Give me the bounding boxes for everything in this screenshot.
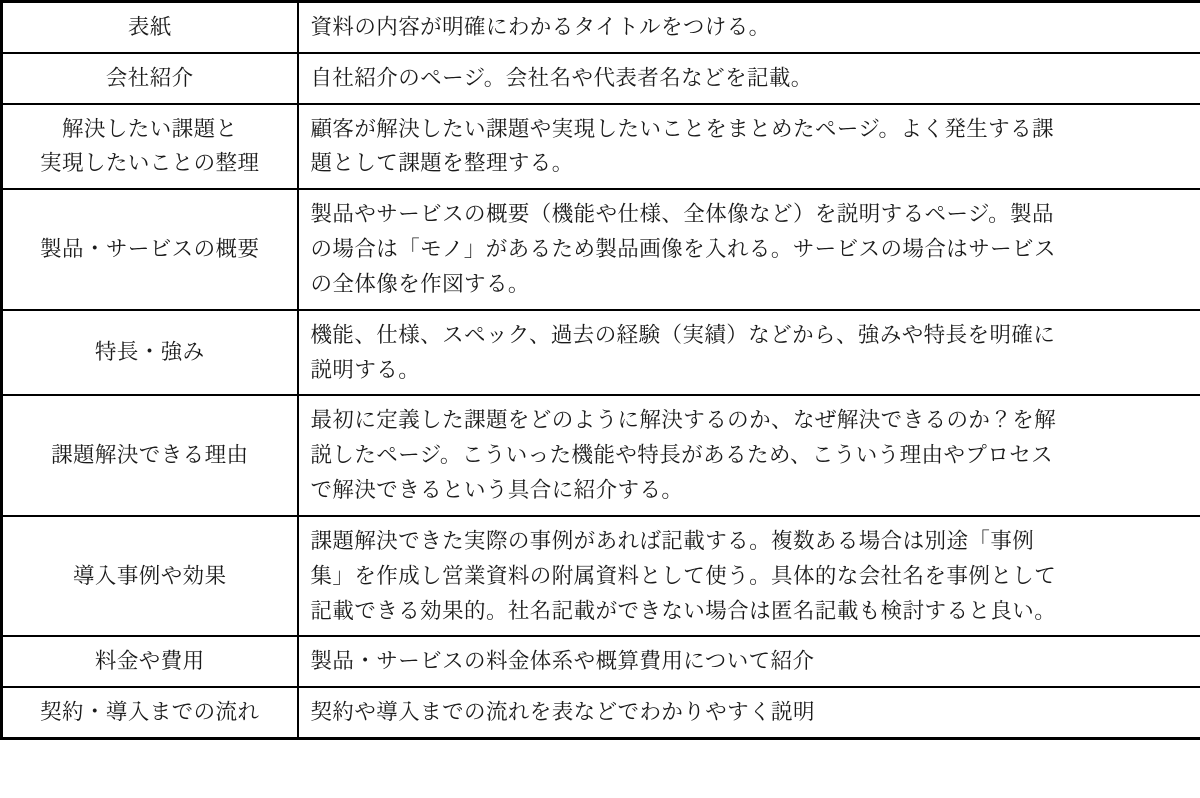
table-cell-section-label [2,2,298,53]
table-cell-section-label [2,310,298,396]
text-line: 課題解決できる理由 [51,443,249,468]
text-line: 導入事例や効果 [72,563,227,588]
table-row [2,2,1200,53]
text-line: 製品・サービスの概要 [40,237,260,262]
text-line: 製品やサービスの概要（機能や仕様、全体像など）を説明するページ。製品 [310,202,1054,227]
table-cell-section-description [298,516,1200,636]
text-line: 実現したいことの整理 [40,151,260,176]
table-cell-section-label [2,516,298,636]
table-cell-section-description [298,2,1200,53]
text-line: 資料の内容が明確にわかるタイトルをつける。 [310,15,771,39]
table-cell-section-label [2,395,298,515]
table-row [2,53,1200,104]
table-cell-section-description [298,395,1200,515]
text-line: 自社紹介のページ。会社名や代表者名などを記載。 [310,65,813,90]
table-row [2,310,1200,396]
table-cell-section-description [298,104,1200,190]
text-line: 契約・導入までの流れ [40,700,260,725]
text-line: 顧客が解決したい課題や実現したいことをまとめたページ。よく発生する課 [310,116,1054,141]
text-line: 表紙 [127,15,172,39]
table-row [2,395,1200,515]
text-line: 集」を作成し営業資料の附属資料として使う。具体的な会社名を事例として [310,563,1057,588]
text-line: 製品・サービスの料金体系や概算費用について紹介 [310,649,815,674]
table-cell-section-label [2,189,298,309]
table-row [2,189,1200,309]
text-line: 契約や導入までの流れを表などでわかりやすく説明 [310,700,815,725]
text-line: 説明する。 [310,357,421,382]
text-line: の場合は「モノ」があるため製品画像を入れる。サービスの場合はサービス [310,237,1056,262]
text-line: で解決できるという具合に紹介する。 [310,478,684,503]
text-line: 最初に定義した課題をどのように解決するのか、なぜ解決できるのか？を解 [310,408,1057,433]
table-cell-section-label [2,53,298,104]
text-line: 会社紹介 [105,65,194,90]
text-line: の全体像を作図する。 [310,271,530,296]
table-row [2,687,1200,738]
table-cell-section-label [2,104,298,190]
table-row [2,636,1200,687]
text-line: 記載できる効果的。社名記載ができない場合は匿名記載も検討すると良い。 [310,598,1057,623]
text-line: 説したページ。こういった機能や特長があるため、こういう理由やプロセス [310,443,1054,468]
text-line: 特長・強み [94,340,205,365]
table-row [2,104,1200,190]
text-line: 機能、仕様、スペック、過去の経験（実績）などから、強みや特長を明確に [310,322,1056,347]
text-line: 課題解決できた実際の事例があれば記載する。複数ある場合は別途「事例 [310,528,1035,553]
text-line: 料金や費用 [94,649,205,674]
table-cell-section-description [298,636,1200,687]
table-cell-section-description [298,310,1200,396]
table-cell-section-label [2,636,298,687]
table-cell-section-description [298,53,1200,104]
table-cell-section-description [298,189,1200,309]
table-row [2,516,1200,636]
table-body [2,2,1200,739]
text-line: 解決したい課題と [62,116,238,141]
table-cell-section-label [2,687,298,738]
text-line: 題として課題を整理する。 [310,151,574,176]
table-cell-section-description [298,687,1200,738]
